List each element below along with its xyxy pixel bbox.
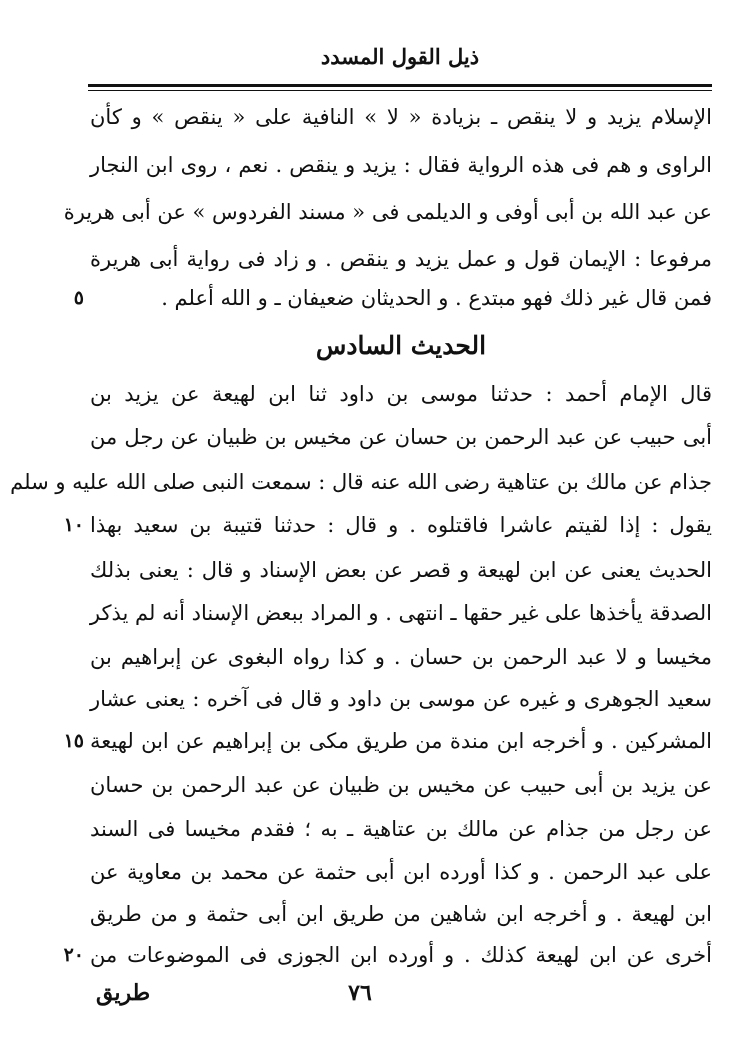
text-line-10: الحديث يعنى عن ابن لهيعة و قصر عن بعض الإسناد و قال : يعنى بذلك	[90, 558, 712, 582]
text-line-8: جذام عن مالك بن عتاهية رضى الله عنه قال : سمعت النبى صلى الله عليه و سلم	[10, 470, 712, 494]
text-line-3: عن عبد الله بن أبى أوفى و الديلمى فى « مسند الفردوس » عن أبى هريرة	[63, 200, 712, 224]
section-heading: الحديث السادس	[315, 331, 487, 360]
line-number-20: ٢٠	[63, 944, 84, 966]
text-line-4: مرفوعا : الإيمان قول و عمل يزيد و ينقص . و زاد فى رواية أبى هريرة	[90, 247, 712, 271]
text-line-6: قال الإمام أحمد : حدثنا موسى بن داود ثنا ابن لهيعة عن يزيد بن	[90, 382, 712, 406]
catchword: طريق	[96, 980, 151, 1006]
text-line-15: عن يزيد بن أبى حبيب عن مخيس بن ظبيان عن عبد الرحمن بن حسان	[90, 773, 712, 797]
text-line-18: ابن لهيعة . و أخرجه ابن شاهين من طريق ابن أبى حثمة و من طريق	[90, 902, 712, 926]
text-line-5: فمن قال غير ذلك فهو مبتدع . و الحديثان ضعيفان ـ و الله أعلم .	[161, 286, 712, 310]
page-number: ٧٦	[348, 980, 372, 1006]
text-line-1: الإسلام يزيد و لا ينقص ـ بزيادة « لا » النافية على « ينقص » و كأن	[90, 105, 712, 129]
text-line-13: سعيد الجوهرى و غيره عن موسى بن داود و قال فى آخره : يعنى عشار	[90, 687, 712, 711]
text-line-7: أبى حبيب عن عبد الرحمن بن حسان عن مخيس بن ظبيان عن رجل من	[90, 425, 712, 449]
text-line-14: المشركين . و أخرجه ابن مندة من طريق مكى بن إبراهيم عن ابن لهيعة	[90, 729, 712, 753]
text-line-16: عن رجل من جذام عن مالك بن عتاهية ـ به ؛ فقدم مخيسا فى السند	[90, 817, 712, 841]
text-line-12: مخيسا و لا عبد الرحمن بن حسان . و كذا رواه البغوى عن إبراهيم بن	[90, 645, 712, 669]
line-number-15: ١٥	[63, 730, 84, 752]
header-rule-thin	[88, 90, 712, 91]
text-line-2: الراوى و هم فى هذه الرواية فقال : يزيد و ينقص . نعم ، روى ابن النجار	[90, 153, 712, 177]
line-number-10: ١٠	[63, 514, 84, 536]
text-line-9: يقول : إذا لقيتم عاشرا فاقتلوه . و قال : حدثنا قتيبة بن سعيد بهذا	[90, 513, 712, 537]
running-header: ذيل القول المسدد	[320, 44, 480, 69]
line-number-5: ٥	[73, 287, 84, 309]
text-line-11: الصدقة يأخذها على غير حقها ـ انتهى . و المراد ببعض الإسناد أنه لم يذكر	[89, 601, 712, 625]
text-line-17: على عبد الرحمن . و كذا أورده ابن أبى حثمة عن محمد بن معاوية عن	[90, 860, 712, 884]
header-rule	[88, 84, 712, 87]
text-line-19: أخرى عن ابن لهيعة كذلك . و أورده ابن الجوزى فى الموضوعات من	[90, 943, 712, 967]
